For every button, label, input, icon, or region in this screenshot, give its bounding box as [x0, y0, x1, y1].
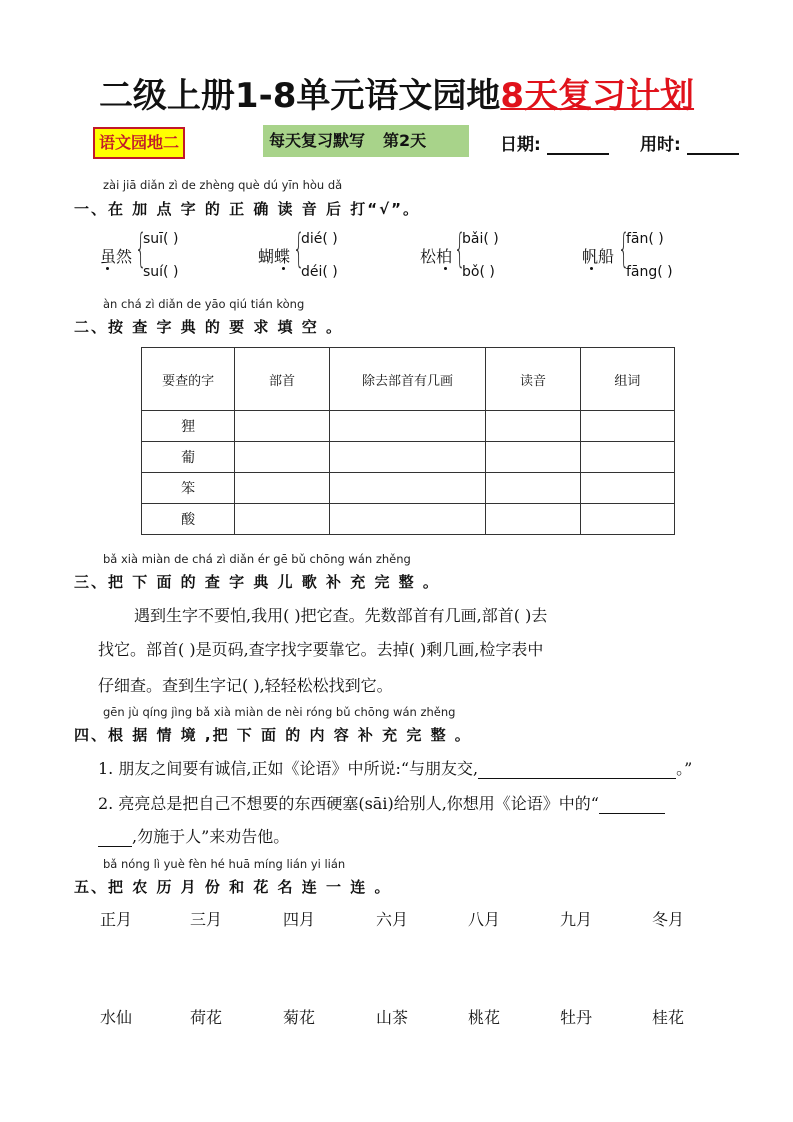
- q1-option[interactable]: bǎi( ): [462, 231, 499, 247]
- table-header-cell: 除去部首有几画: [329, 348, 486, 411]
- month-item[interactable]: 正月: [100, 910, 133, 929]
- daily-review-tag: [263, 125, 469, 157]
- month-item[interactable]: 冬月: [652, 910, 685, 929]
- q5-heading: 五、把 农 历 月 份 和 花 名 连 一 连 。: [74, 878, 392, 896]
- table-cell-blank[interactable]: [580, 504, 674, 535]
- brace: {: [293, 226, 305, 272]
- table-cell-blank[interactable]: [235, 504, 329, 535]
- table-cell-blank[interactable]: [580, 473, 674, 504]
- emphasis-dot: [106, 267, 109, 270]
- q4-blank-2[interactable]: [599, 795, 665, 814]
- q4-blank-3[interactable]: [98, 828, 132, 847]
- table-cell-blank[interactable]: [486, 442, 580, 473]
- brace: {: [135, 226, 147, 272]
- title-main: 二级上册1-8单元语文园地: [98, 76, 501, 116]
- q3-pinyin: bǎ xià miàn de chá zì diǎn ér gē bǔ chōng wán zhěng: [103, 552, 411, 566]
- table-cell-char: 狸: [142, 411, 235, 442]
- table-header-cell: 部首: [235, 348, 329, 411]
- emphasis-dot: [282, 267, 285, 270]
- q5-pinyin: bǎ nóng lì yuè fèn hé huā míng lián yi lián: [103, 857, 346, 871]
- table-row: [142, 411, 675, 442]
- flower-item[interactable]: 山茶: [376, 1008, 409, 1027]
- table-cell-char: 笨: [142, 473, 235, 504]
- q1-option[interactable]: fān( ): [626, 231, 664, 247]
- table-cell-blank[interactable]: [486, 473, 580, 504]
- q4-pinyin: gēn jù qíng jìng bǎ xià miàn de nèi róng bǔ chōng wán zhěng: [103, 705, 456, 719]
- flower-item[interactable]: 桃花: [468, 1008, 501, 1027]
- q4-line-2: [98, 791, 665, 814]
- table-cell-blank[interactable]: [486, 411, 580, 442]
- table-cell-blank[interactable]: [329, 411, 486, 442]
- day-label: 第2天: [383, 131, 427, 150]
- date-field: [500, 130, 609, 155]
- table-row: [142, 504, 675, 535]
- time-blank[interactable]: [687, 135, 739, 155]
- q4-line-1-text: 1. 朋友之间要有诚信,正如《论语》中所说:“与朋友交,: [98, 759, 479, 778]
- q4-line-1: [98, 756, 692, 779]
- q3-heading: 三、把 下 面 的 查 字 典 儿 歌 补 充 完 整 。: [74, 573, 440, 591]
- q3-line-1: 遇到生字不要怕,我用( )把它查。先数部首有几画,部首( )去: [134, 606, 548, 625]
- date-blank[interactable]: [547, 135, 609, 155]
- q1-word-4: 帆船: [582, 247, 615, 266]
- q1-option[interactable]: déi( ): [301, 264, 338, 280]
- table-cell-char: 葡: [142, 442, 235, 473]
- q1-heading: 一、在 加 点 字 的 正 确 读 音 后 打“√”。: [74, 200, 420, 218]
- q2-heading: 二、按 查 字 典 的 要 求 填 空 。: [74, 318, 344, 336]
- q4-line-3-text: ,勿施于人”来劝告他。: [132, 827, 290, 846]
- time-field: [640, 130, 739, 155]
- q4-line-1-end: 。”: [676, 759, 693, 778]
- q1-option[interactable]: bǒ( ): [462, 264, 495, 280]
- brace: {: [454, 226, 466, 272]
- page-title: [0, 68, 793, 117]
- month-item[interactable]: 九月: [560, 910, 593, 929]
- q1-word-2: 蝴蝶: [258, 247, 291, 266]
- table-cell-blank[interactable]: [235, 473, 329, 504]
- table-cell-blank[interactable]: [329, 442, 486, 473]
- q1-option[interactable]: dié( ): [301, 231, 338, 247]
- q1-pinyin: zài jiā diǎn zì de zhèng què dú yīn hòu dǎ: [103, 178, 343, 192]
- time-label: 用时:: [640, 135, 681, 155]
- q4-heading: 四、根 据 情 境 ,把 下 面 的 内 容 补 充 完 整 。: [74, 726, 472, 744]
- q4-line-2-text: 2. 亮亮总是把自己不想要的东西硬塞(sāi)给别人,你想用《论语》中的“: [98, 794, 599, 813]
- q3-line-2: 找它。部首( )是页码,查字找字要靠它。去掉( )剩几画,检字表中: [98, 640, 544, 659]
- q1-word-3: 松柏: [420, 247, 453, 266]
- q2-pinyin: àn chá zì diǎn de yāo qiú tián kòng: [103, 297, 305, 311]
- flower-item[interactable]: 菊花: [283, 1008, 316, 1027]
- table-row: [142, 442, 675, 473]
- emphasis-dot: [444, 267, 447, 270]
- month-item[interactable]: 六月: [376, 910, 409, 929]
- table-cell-char: 酸: [142, 504, 235, 535]
- q1-word-1: 虽然: [100, 247, 133, 266]
- table-cell-blank[interactable]: [329, 473, 486, 504]
- table-cell-blank[interactable]: [580, 411, 674, 442]
- q3-line-3: 仔细查。查到生字记( ),轻轻松松找到它。: [98, 676, 393, 695]
- table-header-cell: 组词: [580, 348, 674, 411]
- table-cell-blank[interactable]: [486, 504, 580, 535]
- table-header-row: [142, 348, 675, 411]
- q4-line-3: [98, 824, 289, 847]
- table-cell-blank[interactable]: [235, 411, 329, 442]
- q4-blank-1[interactable]: [478, 760, 676, 779]
- table-header-cell: 读音: [486, 348, 580, 411]
- flower-item[interactable]: 荷花: [190, 1008, 223, 1027]
- table-cell-blank[interactable]: [580, 442, 674, 473]
- q1-option[interactable]: suī( ): [143, 231, 179, 247]
- emphasis-dot: [590, 267, 593, 270]
- table-header-cell: 要查的字: [142, 348, 235, 411]
- flower-item[interactable]: 牡丹: [560, 1008, 593, 1027]
- q1-option[interactable]: suí( ): [143, 264, 179, 280]
- title-highlight: 8天复习计划: [500, 76, 695, 116]
- unit-tag: 语文园地二: [93, 127, 185, 159]
- table-row: [142, 473, 675, 504]
- daily-label: 每天复习默写: [269, 131, 366, 150]
- q1-option[interactable]: fāng( ): [626, 264, 673, 280]
- month-item[interactable]: 八月: [468, 910, 501, 929]
- flower-item[interactable]: 桂花: [652, 1008, 685, 1027]
- table-cell-blank[interactable]: [235, 442, 329, 473]
- table-cell-blank[interactable]: [329, 504, 486, 535]
- flower-item[interactable]: 水仙: [100, 1008, 133, 1027]
- dictionary-table: [141, 347, 675, 535]
- month-item[interactable]: 四月: [283, 910, 316, 929]
- brace: {: [618, 226, 630, 272]
- month-item[interactable]: 三月: [190, 910, 223, 929]
- date-label: 日期:: [500, 135, 541, 155]
